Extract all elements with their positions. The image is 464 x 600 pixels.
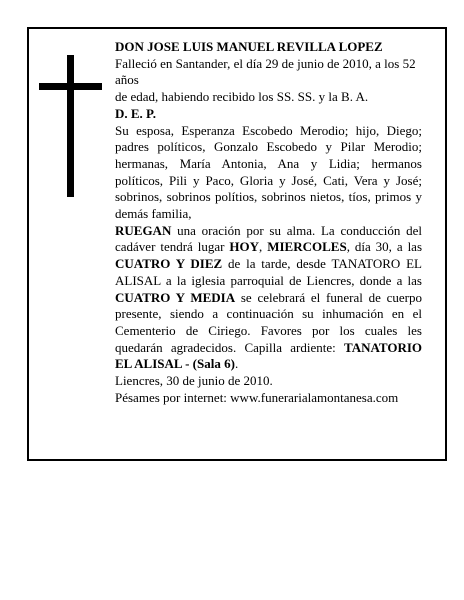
- request-paragraph: [115, 223, 422, 373]
- request-text-1: una oración por su alma. La conducción del cadáver tendrá lugar: [115, 222, 422, 255]
- request-text-5: se celebrará el funeral de cuerpo presente, siendo a continuación su inhumación en el Cementerio de Ciriego. Favores por los cuales les quedarán agradecidos. Capilla ardiente:: [115, 289, 422, 355]
- ruegan-text: RUEGAN: [115, 222, 172, 238]
- deceased-name: DON JOSE LUIS MANUEL REVILLA LOPEZ: [115, 39, 383, 54]
- request-text-6: .: [234, 356, 239, 372]
- death-line-2: de edad, habiendo recibido los SS. SS. y la B. A.: [115, 89, 369, 105]
- request-text-2: ,: [259, 239, 268, 255]
- dep-line: D. E. P.: [115, 105, 157, 121]
- death-line-1: Falleció en Santander, el día 29 de junio de 2010, a los 52 años: [115, 55, 416, 88]
- condolences-line: Pésames por internet: www.funerarialamontanesa.com: [115, 389, 399, 405]
- departure-hour: CUATRO Y DIEZ: [115, 256, 223, 272]
- place-date: Liencres, 30 de junio de 2010.: [115, 373, 273, 389]
- weekday-text: MIERCOLES: [267, 239, 347, 255]
- request-text-4: de la tarde, desde TANATORO EL ALISAL a la iglesia parroquial de Liencres, donde a las: [115, 256, 422, 288]
- obituary-notice: [27, 27, 447, 461]
- obituary-text: [115, 39, 422, 406]
- hoy-text: HOY: [229, 239, 260, 255]
- request-text-3: , día 30, a las: [346, 239, 423, 255]
- family-paragraph: Su esposa, Esperanza Escobedo Merodio; hijo, Diego; padres políticos, Gonzalo Escobedo y Pilar Merodio; hermanas, María Antonia, Ana y Lidia; hermanos políticos, Pili y Paco, Gloria y José, Cati, Vera y José; sobrinos, sobrinos polítios, sobrinos nietos, tíos, primos y demás familia,: [115, 122, 422, 222]
- funeral-hour: CUATRO Y MEDIA: [115, 289, 236, 305]
- cross-icon: [39, 55, 102, 197]
- chapel-name: TANATORIO EL ALISAL - (Sala 6): [115, 339, 422, 372]
